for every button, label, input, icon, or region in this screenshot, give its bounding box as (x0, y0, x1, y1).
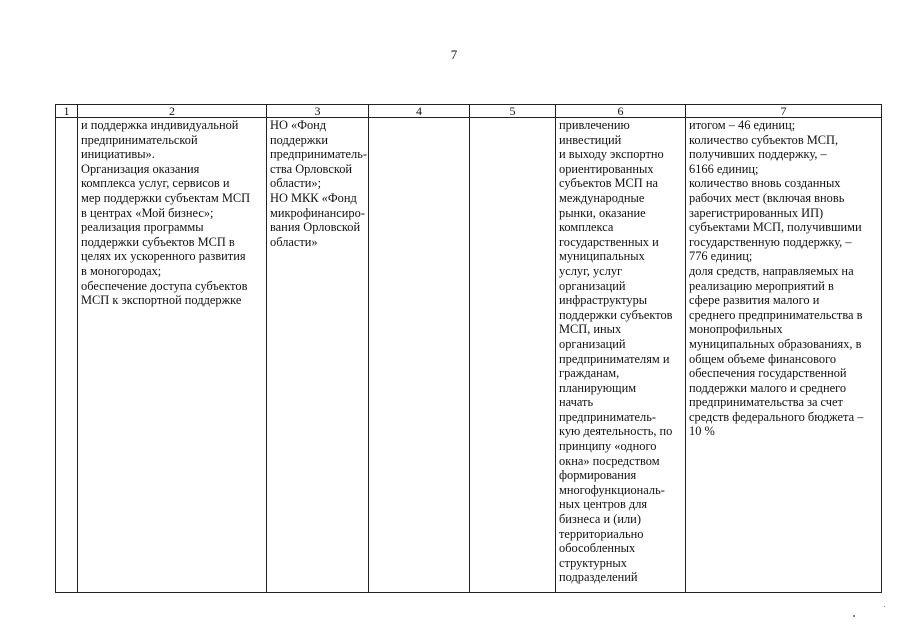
scan-speck (853, 615, 855, 617)
cell-text-line: предприниматель- (559, 409, 656, 424)
cell-text-line: привлечению (559, 118, 630, 132)
cell-text-line: количество вновь созданных (689, 176, 841, 191)
cell-text-line: ных центров для (559, 497, 648, 512)
cell-text-line: НО МКК «Фонд (270, 190, 357, 205)
cell-text-line: общем объеме финансового (689, 351, 837, 366)
cell-text-line: субъектами МСП, получившими (689, 220, 862, 235)
cell-text-line: предприниматель- (270, 147, 367, 162)
cell-text-line: и выходу экспортно (559, 147, 664, 162)
cell-col1 (56, 118, 78, 593)
cell-text-line: территориально (559, 526, 644, 541)
header-cell-4: 4 (369, 105, 470, 118)
cell-text-line: ориентированных (559, 161, 654, 176)
cell-text-line: инициативы». (81, 147, 155, 162)
cell-text-line: мер поддержки субъектам МСП (81, 190, 251, 205)
cell-text-line: ства Орловской (270, 161, 353, 176)
cell-text-line: сфере развития малого и (689, 293, 820, 308)
cell-text-line: принципу «одного (559, 439, 657, 454)
header-cell-5: 5 (470, 105, 556, 118)
document-table (55, 104, 882, 593)
cell-text-line: предпринимательства за счет (689, 395, 843, 410)
cell-text-line: субъектов МСП на (559, 176, 658, 191)
cell-text-line: 6166 единиц; (689, 161, 759, 176)
cell-text-line: в моногородах; (81, 263, 162, 278)
cell-col3 (267, 118, 369, 593)
cell-text-line: государственных и (559, 234, 659, 249)
cell-text-line: рабочих мест (включая вновь (689, 190, 845, 205)
cell-text-line: кую деятельность, по (559, 424, 673, 439)
cell-text-line: итогом – 46 единиц; (689, 118, 796, 132)
cell-col5 (470, 118, 556, 593)
cell-text-line: области»; (270, 176, 322, 191)
page-number: 7 (450, 47, 458, 62)
cell-col7 (686, 118, 882, 593)
cell-text-line: формирования (559, 468, 637, 483)
cell-text-line: МСП к экспортной поддержке (81, 293, 242, 308)
cell-text-line: структурных (559, 555, 627, 570)
cell-col2 (78, 118, 267, 593)
header-cell-7: 7 (686, 105, 882, 118)
cell-text-line: микрофинансиро- (270, 205, 365, 220)
cell-col4 (369, 118, 470, 593)
cell-text-line: инфраструктуры (559, 293, 648, 308)
cell-text-line: многофункциональ- (559, 482, 665, 497)
header-cell-1: 1 (56, 105, 78, 118)
cell-text-line: рынки, оказание (559, 205, 646, 220)
cell-text-line: обеспечение доступа субъектов (81, 278, 248, 293)
cell-text-line: НО «Фонд (270, 118, 327, 132)
header-row (56, 105, 882, 118)
cell-text-line: поддержки малого и среднего (689, 380, 847, 395)
cell-text-line: инвестиций (559, 132, 622, 147)
cell-text-line: реализация программы (81, 220, 204, 235)
cell-text-line: поддержки субъектов (559, 307, 673, 322)
header-cell-3: 3 (267, 105, 369, 118)
cell-text-line: услуг, услуг (559, 263, 623, 278)
cell-text-line: бизнеса и (или) (559, 512, 641, 527)
cell-text-line: целях их ускоренного развития (81, 249, 246, 264)
cell-text-line: комплекса услуг, сервисов и (81, 176, 230, 191)
cell-text-line: МСП, иных (559, 322, 622, 337)
cell-text-line: начать (559, 395, 594, 410)
cell-text-line: среднего предпринимательства в (689, 307, 863, 322)
cell-text-line: области» (270, 234, 318, 249)
table-row (56, 118, 882, 593)
cell-text-line: получивших поддержку, – (689, 147, 827, 162)
cell-text-line: средств федерального бюджета – (689, 409, 864, 424)
cell-text-line: предпринимателям и (559, 351, 670, 366)
header-cell-2: 2 (78, 105, 267, 118)
cell-text-line: международные (559, 190, 645, 205)
cell-text-line: организаций (559, 336, 626, 351)
cell-text-line: монопрофильных (689, 322, 783, 337)
header-cell-6: 6 (556, 105, 686, 118)
cell-text-line: доля средств, направляемых на (689, 263, 854, 278)
cell-text-line: зарегистрированных ИП) (689, 205, 824, 220)
cell-text-line: обособленных (559, 541, 636, 556)
cell-text-line: планирующим (559, 380, 637, 395)
cell-text-line: организаций (559, 278, 626, 293)
cell-text-line: комплекса (559, 220, 614, 235)
cell-text-line: реализацию мероприятий в (689, 278, 834, 293)
cell-text-line: государственную поддержку, – (689, 234, 852, 249)
scan-speck (884, 606, 885, 607)
cell-text-line: Организация оказания (81, 161, 200, 176)
cell-text-line: предпринимательской (81, 132, 198, 147)
cell-text-line: поддержки субъектов МСП в (81, 234, 235, 249)
cell-text-line: окна» посредством (559, 453, 660, 468)
cell-text-line: поддержки (270, 132, 328, 147)
cell-text-line: муниципальных (559, 249, 645, 264)
cell-text-line: вания Орловской (270, 220, 361, 235)
cell-text-line: 10 % (689, 424, 715, 439)
cell-text-line: количество субъектов МСП, (689, 132, 839, 147)
cell-text-line: подразделений (559, 570, 638, 585)
cell-text-line: обеспечения государственной (689, 366, 847, 381)
cell-col6 (556, 118, 686, 593)
cell-text-line: 776 единиц; (689, 249, 753, 264)
cell-text-line: гражданам, (559, 366, 620, 381)
cell-text-line: в центрах «Мой бизнес»; (81, 205, 214, 220)
cell-text-line: и поддержка индивидуальной (81, 118, 239, 132)
cell-text-line: муниципальных образованиях, в (689, 336, 862, 351)
